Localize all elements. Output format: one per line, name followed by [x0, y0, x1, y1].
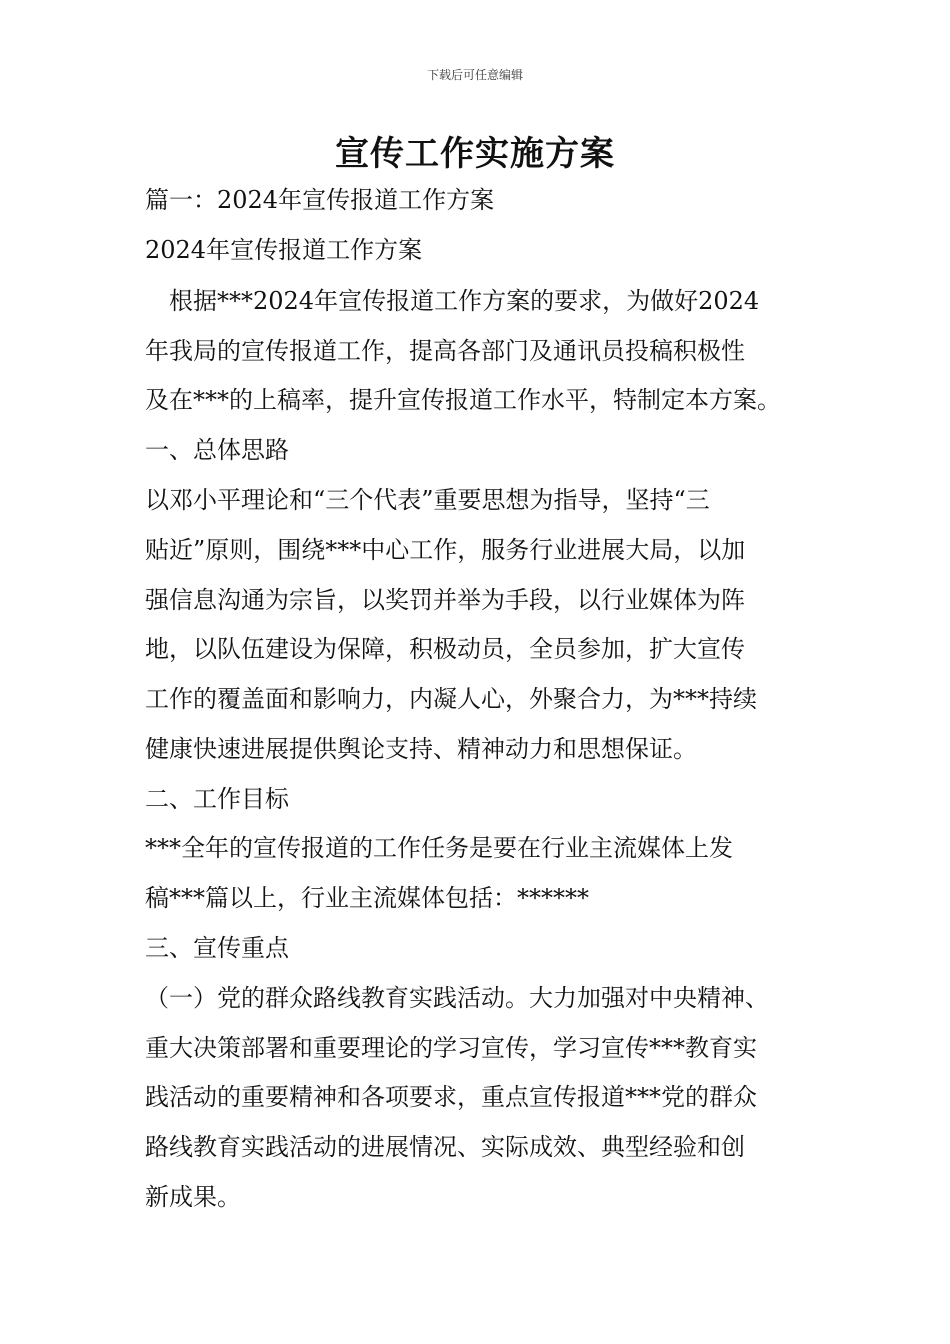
section-heading: 篇一：2024年宣传报道工作方案	[145, 186, 495, 214]
section-heading: 三、宣传重点	[145, 934, 289, 962]
paragraph-line: 以邓小平理论和“三个代表”重要思想为指导，坚持“三	[145, 486, 710, 514]
paragraph-line: 新成果。	[145, 1183, 241, 1211]
paragraph-line: 强信息沟通为宗旨，以奖罚并举为手段，以行业媒体为阵	[145, 586, 745, 614]
paragraph-line: 重大决策部署和重要理论的学习宣传，学习宣传***教育实	[145, 1034, 757, 1062]
paragraph-line: 路线教育实践活动的进展情况、实际成效、典型经验和创	[145, 1133, 745, 1161]
subtitle-line: 2024年宣传报道工作方案	[145, 236, 423, 264]
paragraph-line: 工作的覆盖面和影响力，内凝人心，外聚合力，为***持续	[145, 685, 757, 713]
paragraph-line: 稿***篇以上，行业主流媒体包括：******	[145, 884, 589, 912]
section-heading: 一、总体思路	[145, 436, 289, 464]
paragraph-line: ***全年的宣传报道的工作任务是要在行业主流媒体上发	[145, 834, 733, 862]
paragraph-line: 地，以队伍建设为保障，积极动员，全员参加，扩大宣传	[145, 635, 745, 663]
paragraph-line: 及在***的上稿率，提升宣传报道工作水平，特制定本方案。	[145, 386, 781, 414]
document-title: 宣传工作实施方案	[335, 134, 615, 174]
paragraph-line: 健康快速进展提供舆论支持、精神动力和思想保证。	[145, 735, 697, 763]
section-heading: 二、工作目标	[145, 785, 289, 813]
paragraph-line: 年我局的宣传报道工作，提高各部门及通讯员投稿积极性	[145, 337, 745, 365]
header-note: 下载后可任意编辑	[426, 68, 523, 82]
paragraph-line: 践活动的重要精神和各项要求，重点宣传报道***党的群众	[145, 1083, 757, 1111]
paragraph-line: （一）党的群众路线教育实践活动。大力加强对中央精神、	[145, 984, 769, 1012]
paragraph-line: 根据***2024年宣传报道工作方案的要求，为做好2024	[145, 287, 760, 315]
paragraph-line: 贴近”原则，围绕***中心工作，服务行业进展大局，以加	[145, 536, 746, 564]
